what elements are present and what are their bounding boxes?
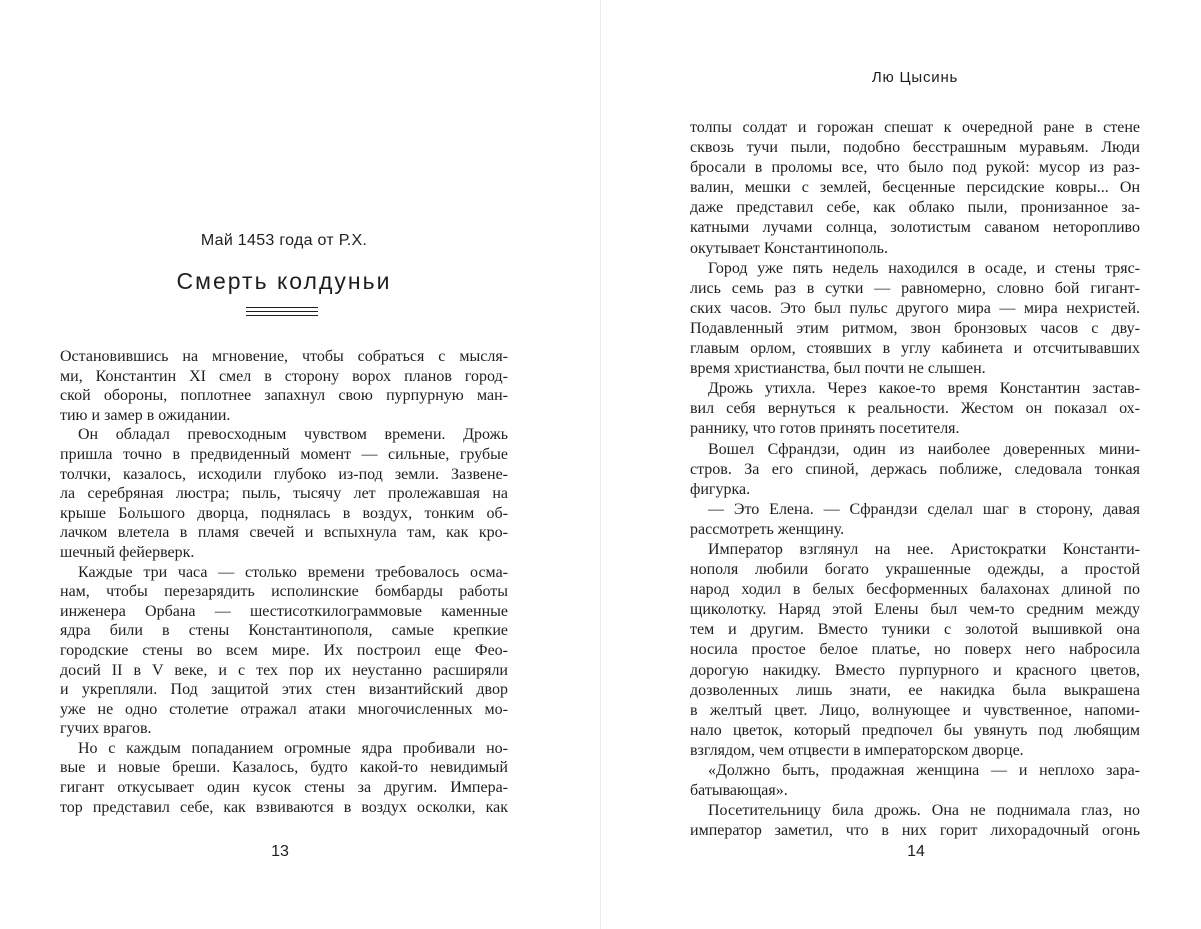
paragraph xyxy=(60,739,508,817)
paragraph xyxy=(60,563,508,739)
page-number-left: 13 xyxy=(271,843,289,860)
text-line: сквозь тучи пыли, подобно бесстрашным муравьям. Люди xyxy=(690,139,1140,157)
text-line: нополя любили богато украшенные одежды, а простой xyxy=(690,561,1140,579)
text-line: инженера Орбана — шестисоткилограммовые каменные xyxy=(60,602,508,620)
text-line: ми, Константин XI смел в сторону ворох планов город- xyxy=(60,367,508,385)
text-line: фигурка. xyxy=(690,480,751,498)
text-line: народ ходил в белых бесформенных балахонах длиной по xyxy=(690,581,1140,599)
text-line: император заметил, что в них горит лихорадочный огонь xyxy=(690,822,1140,840)
text-line: лись семь раз в сутки — равномерно, словно бой гигант- xyxy=(690,279,1140,297)
paragraph xyxy=(690,259,1140,380)
paragraph xyxy=(690,440,1140,500)
text-line: вые и новые бреши. Казалось, будто какой-то невидимый xyxy=(60,759,508,777)
chapter-date: Май 1453 года от Р.Х. xyxy=(200,232,368,249)
text-line: лачком влетела в пламя свечей и вспыхнула там, как кро- xyxy=(60,524,508,542)
text-line: Император взглянул на нее. Аристократки Константи- xyxy=(708,540,1140,558)
paragraph xyxy=(60,347,508,425)
ornament-rule xyxy=(246,307,318,316)
text-line: досий II в V веке, и с тех пор их неустанно расширяли xyxy=(60,661,508,679)
text-line: время христианства, был почти не слышен. xyxy=(690,360,986,378)
text-line: Город уже пять недель находился в осаде, и стены тряс- xyxy=(708,259,1140,277)
text-line: даже представил себе, как облако пыли, пронизанное за- xyxy=(690,199,1140,217)
text-line: уже не одно столетие отражал атаки многочисленных мо- xyxy=(60,700,508,718)
chapter-title: Смерть колдуньи xyxy=(176,268,392,294)
text-line: Подавленный этим ритмом, звон бронзовых часов с дву- xyxy=(690,319,1140,337)
text-line: окутывает Константинополь. xyxy=(690,239,888,257)
text-line: в желтый цвет. Лицо, волнующее и чувственное, напоми- xyxy=(690,701,1140,719)
text-line: Он обладал превосходным чувством времени. Дрожь xyxy=(78,426,508,444)
paragraph xyxy=(690,801,1140,841)
book-gutter xyxy=(600,0,601,929)
text-line: городские стены во всем мире. Их построил еще Фео- xyxy=(60,641,508,659)
text-line: гигант откусывает один кусок стены за другим. Импера- xyxy=(60,779,508,797)
text-line: носила простое белое платье, но поверх него набросила xyxy=(690,641,1140,659)
text-line: крыше Большого дворца, поднялась в воздух, тонким об- xyxy=(60,504,508,522)
text-line: гучих врагов. xyxy=(60,720,152,738)
text-line: щиколотку. Наряд этой Елены был чем-то средним между xyxy=(690,601,1140,619)
text-line: шечный фейерверк. xyxy=(60,543,195,561)
text-line: ских часов. Это был пульс другого мира — мира нехристей. xyxy=(690,299,1140,317)
text-line: батывающая». xyxy=(690,782,788,800)
text-line: толпы солдат и горожан спешат к очередной ране в стене xyxy=(690,119,1140,136)
text-line: ядра били в стены Константинополя, самые крепкие xyxy=(60,622,508,640)
text-line: Посетительницу била дрожь. Она не поднимала глаз, но xyxy=(708,802,1140,820)
text-line: раннику, что готов принять посетителя. xyxy=(690,420,960,438)
text-line: нам, чтобы перезарядить исполинские бомбарды работы xyxy=(60,583,508,601)
text-line: рассмотреть женщину. xyxy=(690,520,845,538)
paragraph xyxy=(690,761,1140,801)
text-line: Но с каждым попаданием огромные ядра пробивали но- xyxy=(78,739,508,757)
text-line: Дрожь утихла. Через какое-то время Константин застав- xyxy=(708,380,1140,398)
text-line: вил себя вернуться к реальности. Жестом он показал ох- xyxy=(690,400,1140,418)
text-line: пришла точно в предвиденный момент — сильные, грубые xyxy=(60,445,508,463)
text-line: дозволенных лишь знати, ее накидка была выкрашена xyxy=(690,681,1140,699)
text-line: главым орлом, стоявших в углу кабинета и отсчитывавших xyxy=(690,340,1140,358)
text-line: Вошел Сфрандзи, один из наиболее доверенных мини- xyxy=(708,440,1140,458)
left-page-text xyxy=(60,347,508,817)
text-line: бросали в проломы все, что было под рукой: мусор из раз- xyxy=(690,159,1140,177)
text-line: ской обороны, поплотнее запахнул свою пурпурную ман- xyxy=(60,387,508,405)
text-line: ла серебряная люстра; пыль, тысячу лет пролежавшая на xyxy=(60,485,508,503)
paragraph xyxy=(690,379,1140,439)
text-line: «Должно быть, продажная женщина — и неплохо зара- xyxy=(708,762,1140,779)
text-line: взглядом, чем отцвести в императорском дворце. xyxy=(690,741,1024,759)
paragraph xyxy=(690,500,1140,540)
text-line: валин, мешки с землей, бесценные персидские ковры... Он xyxy=(690,179,1140,197)
page-number-right: 14 xyxy=(907,843,925,860)
paragraph xyxy=(60,425,508,562)
paragraph xyxy=(690,118,1140,259)
text-line: — Это Елена. — Сфрандзи сделал шаг в сторону, давая xyxy=(708,500,1140,518)
paragraph xyxy=(690,540,1140,761)
text-line: толчки, казалось, исходили глубоко из-под земли. Зазвене- xyxy=(60,465,508,483)
text-line: тию и замер в ожидании. xyxy=(60,406,231,424)
text-line: тор представил себе, как взвиваются в воздух осколки, как xyxy=(60,798,508,816)
text-line: катными лучами солнца, золотистым саваном неторопливо xyxy=(690,219,1140,237)
text-line: Каждые три часа — столько времени требовалось осма- xyxy=(78,563,508,581)
text-line: дорогую накидку. Вместо пурпурного и красного цветов, xyxy=(690,661,1140,679)
text-line: Остановившись на мгновение, чтобы собраться с мысля- xyxy=(60,348,508,365)
text-line: тем и другим. Вместо туники с золотой вышивкой она xyxy=(690,621,1140,639)
text-line: нало цветок, который предпочел бы увянуть под любящим xyxy=(690,721,1140,739)
right-page-text xyxy=(690,118,1140,841)
text-line: стров. За его спиной, держась поближе, следовала тонкая xyxy=(690,460,1140,478)
text-line: и укрепляли. Под защитой этих стен византийский двор xyxy=(60,681,508,699)
running-header-author: Лю Цысинь xyxy=(871,69,959,86)
